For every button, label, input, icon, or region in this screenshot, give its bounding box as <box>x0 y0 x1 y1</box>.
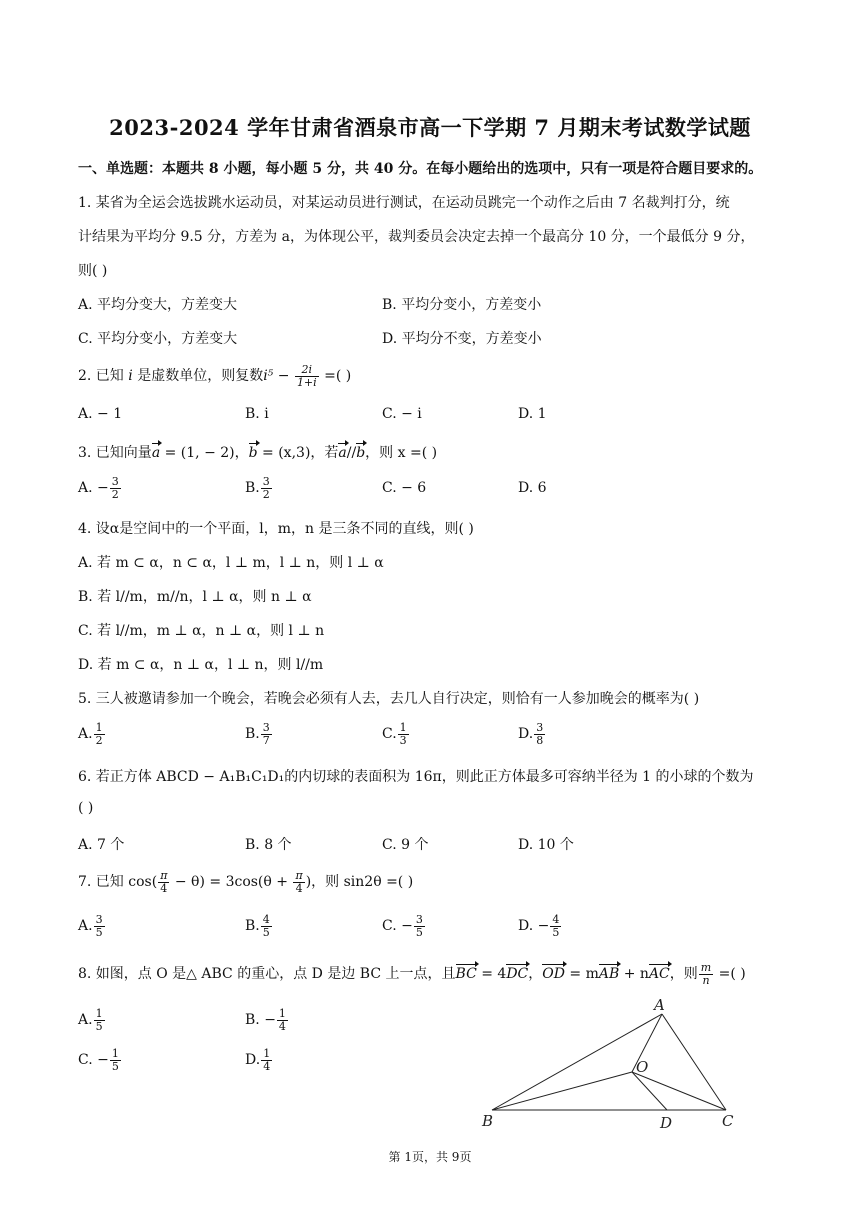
q8-option-a <box>78 1008 106 1032</box>
q8-eq1: = 4 <box>476 966 507 983</box>
q7-stem <box>78 870 413 894</box>
q3-b-num: 3 <box>262 475 270 488</box>
q8-b-den: 4 <box>278 1019 286 1033</box>
q2-frac-num: 2i <box>295 364 319 377</box>
q5-a-den: 2 <box>95 733 103 747</box>
q5-option-d <box>518 722 546 746</box>
q7-option-a <box>78 914 106 938</box>
q8-b-num: 1 <box>278 1007 286 1020</box>
q8-a-den: 5 <box>95 1019 103 1033</box>
q7-option-c <box>382 914 426 938</box>
q1-stem-line1: 1. 某省为全运会选拔跳水运动员，对某运动员进行测试，在运动员跳完一个动作之后由 7 名裁判打分，统 <box>78 195 730 211</box>
q8-b-fraction <box>277 1008 288 1032</box>
q3-vector-a: a <box>151 445 161 461</box>
q1-stem-line2: 计结果为平均分 9.5 分，方差为 a，为体现公平，裁判委员会决定去掉一个最高分 10 分，一个最低分 9 分， <box>78 229 755 245</box>
q6-option-d: D. 10 个 <box>518 837 574 853</box>
q3-text-post: ，则 x =( ) <box>365 445 438 461</box>
label-c: C <box>722 1112 734 1130</box>
q5-c-num: 1 <box>399 721 407 734</box>
q1-stem-line3: 则( ) <box>78 263 108 279</box>
q8-plus: + n <box>619 966 649 983</box>
q8-c-den: 5 <box>111 1059 119 1073</box>
q7-f2-den: 4 <box>295 881 303 895</box>
q7-b-den: 5 <box>262 925 270 939</box>
q5-option-b <box>245 722 273 746</box>
q8-c-num: 1 <box>111 1047 119 1060</box>
q8-frac-num: m <box>700 961 712 974</box>
q6-option-c: C. 9 个 <box>382 837 429 853</box>
q5-option-a <box>78 722 106 746</box>
edge-ac <box>662 1014 726 1110</box>
page-title: 2023-2024 学年甘肃省酒泉市高一下学期 7 月期末考试数学试题 <box>109 115 751 140</box>
q2-text-mid: 是虚数单位，则复数 <box>132 368 264 385</box>
q7-b-num: 4 <box>262 913 270 926</box>
q8-text-post: =( ) <box>714 966 746 983</box>
q7-c-label: C. − <box>382 918 413 935</box>
q8-vec-ac: AC <box>648 966 670 983</box>
q2-frac-den: 1+i <box>296 375 317 389</box>
q3-par-b: b <box>356 445 366 461</box>
q7-c-fraction <box>414 914 425 938</box>
q4-option-c: C. 若 l//m，m ⊥ α，n ⊥ α，则 l ⊥ n <box>78 623 325 639</box>
q8-vec-dc: DC <box>506 966 529 983</box>
q5-d-fraction <box>534 722 545 746</box>
q8-then: ，则 <box>669 966 698 983</box>
q8-d-label: D. <box>245 1052 261 1069</box>
q8-option-b <box>245 1008 289 1032</box>
q2-stem <box>78 364 351 388</box>
q3-vector-b: b <box>248 445 258 461</box>
q7-option-d <box>518 914 562 938</box>
q8-vec-od: OD <box>542 966 565 983</box>
q6-stem-line1: 6. 若正方体 ABCD − A₁B₁C₁D₁的内切球的表面积为 16π，则此正方体最多可容纳半径为 1 的小球的个数为 <box>78 769 754 785</box>
q3-text-pre: 3. 已知向量 <box>78 445 152 461</box>
q6-stem-line2: ( ) <box>78 800 94 816</box>
q5-b-label: B. <box>245 726 260 743</box>
segment-od <box>632 1072 667 1110</box>
q8-d-den: 4 <box>263 1059 271 1073</box>
q8-vec-bc: BC <box>455 966 477 983</box>
label-b: B <box>482 1112 494 1130</box>
q5-d-den: 8 <box>536 733 544 747</box>
q5-a-fraction <box>94 722 105 746</box>
q7-f1-den: 4 <box>160 881 168 895</box>
q6-option-b: B. 8 个 <box>245 837 292 853</box>
q7-d-num: 4 <box>552 913 560 926</box>
q7-fraction-1 <box>158 870 169 894</box>
q1-option-d: D. 平均分不变，方差变小 <box>382 331 542 347</box>
q4-option-a: A. 若 m ⊂ α，n ⊂ α，l ⊥ m，l ⊥ n，则 l ⊥ α <box>78 555 384 571</box>
q3-option-c: C. − 6 <box>382 480 427 496</box>
q3-a-value: = (1, − 2)， <box>160 445 249 461</box>
q7-option-b <box>245 914 273 938</box>
q4-option-b: B. 若 l//m，m//n，l ⊥ α，则 n ⊥ α <box>78 589 312 605</box>
q2-text-pre: 2. 已知 <box>78 368 129 385</box>
q7-d-fraction <box>550 914 561 938</box>
label-o: O <box>636 1058 649 1076</box>
q2-option-a: A. − 1 <box>78 406 123 422</box>
section-heading: 一、单选题：本题共 8 小题，每小题 5 分，共 40 分。在每小题给出的选项中，只有一项是符合题目要求的。 <box>78 161 763 177</box>
q3-a-num: 3 <box>111 475 119 488</box>
q3-a-den: 2 <box>111 487 119 501</box>
q7-f2-num: π <box>295 869 303 882</box>
q3-par-sign: // <box>346 445 357 461</box>
q8-sep: ， <box>528 966 543 983</box>
q5-option-c <box>382 722 410 746</box>
q8-fraction <box>699 962 713 986</box>
q8-option-c <box>78 1048 122 1072</box>
q8-a-label: A. <box>78 1012 93 1029</box>
q5-a-label: A. <box>78 726 93 743</box>
q8-d-fraction <box>261 1048 272 1072</box>
q2-option-c: C. − i <box>382 406 422 422</box>
q3-a-label: A. − <box>78 480 109 497</box>
q7-a-label: A. <box>78 918 93 935</box>
q7-a-den: 5 <box>95 925 103 939</box>
triangle-figure <box>476 996 746 1130</box>
q5-d-num: 3 <box>536 721 544 734</box>
q2-text-post: =( ) <box>319 368 352 385</box>
q3-option-d: D. 6 <box>518 480 547 496</box>
q3-option-a <box>78 476 122 500</box>
q7-d-label: D. − <box>518 918 550 935</box>
q7-c-den: 5 <box>415 925 423 939</box>
q8-vec-ab: AB <box>598 966 620 983</box>
q8-a-fraction <box>94 1008 105 1032</box>
q8-text-pre: 8. 如图，点 O 是△ ABC 的重心，点 D 是边 BC 上一点，且 <box>78 966 456 983</box>
q5-c-den: 3 <box>399 733 407 747</box>
q7-text-post: )，则 sin2θ =( ) <box>305 874 414 891</box>
q3-b-value: = (x,3)，若 <box>257 445 339 461</box>
q2-option-d: D. 1 <box>518 406 547 422</box>
q5-b-num: 3 <box>262 721 270 734</box>
q8-c-label: C. − <box>78 1052 109 1069</box>
q5-d-label: D. <box>518 726 534 743</box>
q3-b-fraction <box>261 476 272 500</box>
q7-text-mid: − θ) = 3cos(θ + <box>170 874 293 891</box>
q8-d-num: 1 <box>263 1047 271 1060</box>
q2-i: i <box>128 368 133 385</box>
q7-c-num: 3 <box>415 913 423 926</box>
q8-option-d <box>245 1048 273 1072</box>
q8-frac-den: n <box>702 973 710 987</box>
label-d: D <box>660 1114 673 1130</box>
q5-a-num: 1 <box>95 721 103 734</box>
q7-a-num: 3 <box>95 913 103 926</box>
q3-par-a: a <box>338 445 347 461</box>
q3-b-den: 2 <box>262 487 270 501</box>
q7-f1-num: π <box>160 869 168 882</box>
q2-option-b: B. i <box>245 406 269 422</box>
segment-oc <box>632 1072 726 1110</box>
page-footer: 第 1页，共 9页 <box>388 1150 472 1164</box>
q8-c-fraction <box>110 1048 121 1072</box>
q3-b-label: B. <box>245 480 260 497</box>
q4-option-d: D. 若 m ⊂ α，n ⊥ α，l ⊥ n，则 l//m <box>78 657 324 673</box>
q2-expr: i⁵ − <box>263 368 294 385</box>
q3-option-b <box>245 476 273 500</box>
q5-c-label: C. <box>382 726 397 743</box>
q7-text-pre: 7. 已知 cos( <box>78 874 158 891</box>
q8-a-num: 1 <box>95 1007 103 1020</box>
q7-b-label: B. <box>245 918 260 935</box>
q8-eq2: = m <box>564 966 599 983</box>
q7-a-fraction <box>94 914 105 938</box>
segment-bo <box>492 1072 632 1110</box>
q5-stem: 5. 三人被邀请参加一个晚会，若晚会必须有人去，去几人自行决定，则恰有一人参加晚会的概率为( ) <box>78 691 700 707</box>
q1-option-c: C. 平均分变小，方差变大 <box>78 331 238 347</box>
label-a: A <box>654 996 665 1014</box>
q1-option-a: A. 平均分变大，方差变大 <box>78 297 238 313</box>
q2-fraction <box>295 364 319 388</box>
q5-b-den: 7 <box>262 733 270 747</box>
q5-c-fraction <box>398 722 409 746</box>
q4-stem: 4. 设α是空间中的一个平面，l，m，n 是三条不同的直线，则( ) <box>78 521 474 537</box>
q5-b-fraction <box>261 722 272 746</box>
q3-stem <box>78 442 437 462</box>
q3-a-fraction <box>110 476 121 500</box>
q6-option-a: A. 7 个 <box>78 837 125 853</box>
q8-stem <box>78 962 746 986</box>
q7-fraction-2 <box>293 870 304 894</box>
q1-option-b: B. 平均分变小，方差变小 <box>382 297 542 313</box>
q7-d-den: 5 <box>552 925 560 939</box>
q7-b-fraction <box>261 914 272 938</box>
q8-b-label: B. − <box>245 1012 276 1029</box>
